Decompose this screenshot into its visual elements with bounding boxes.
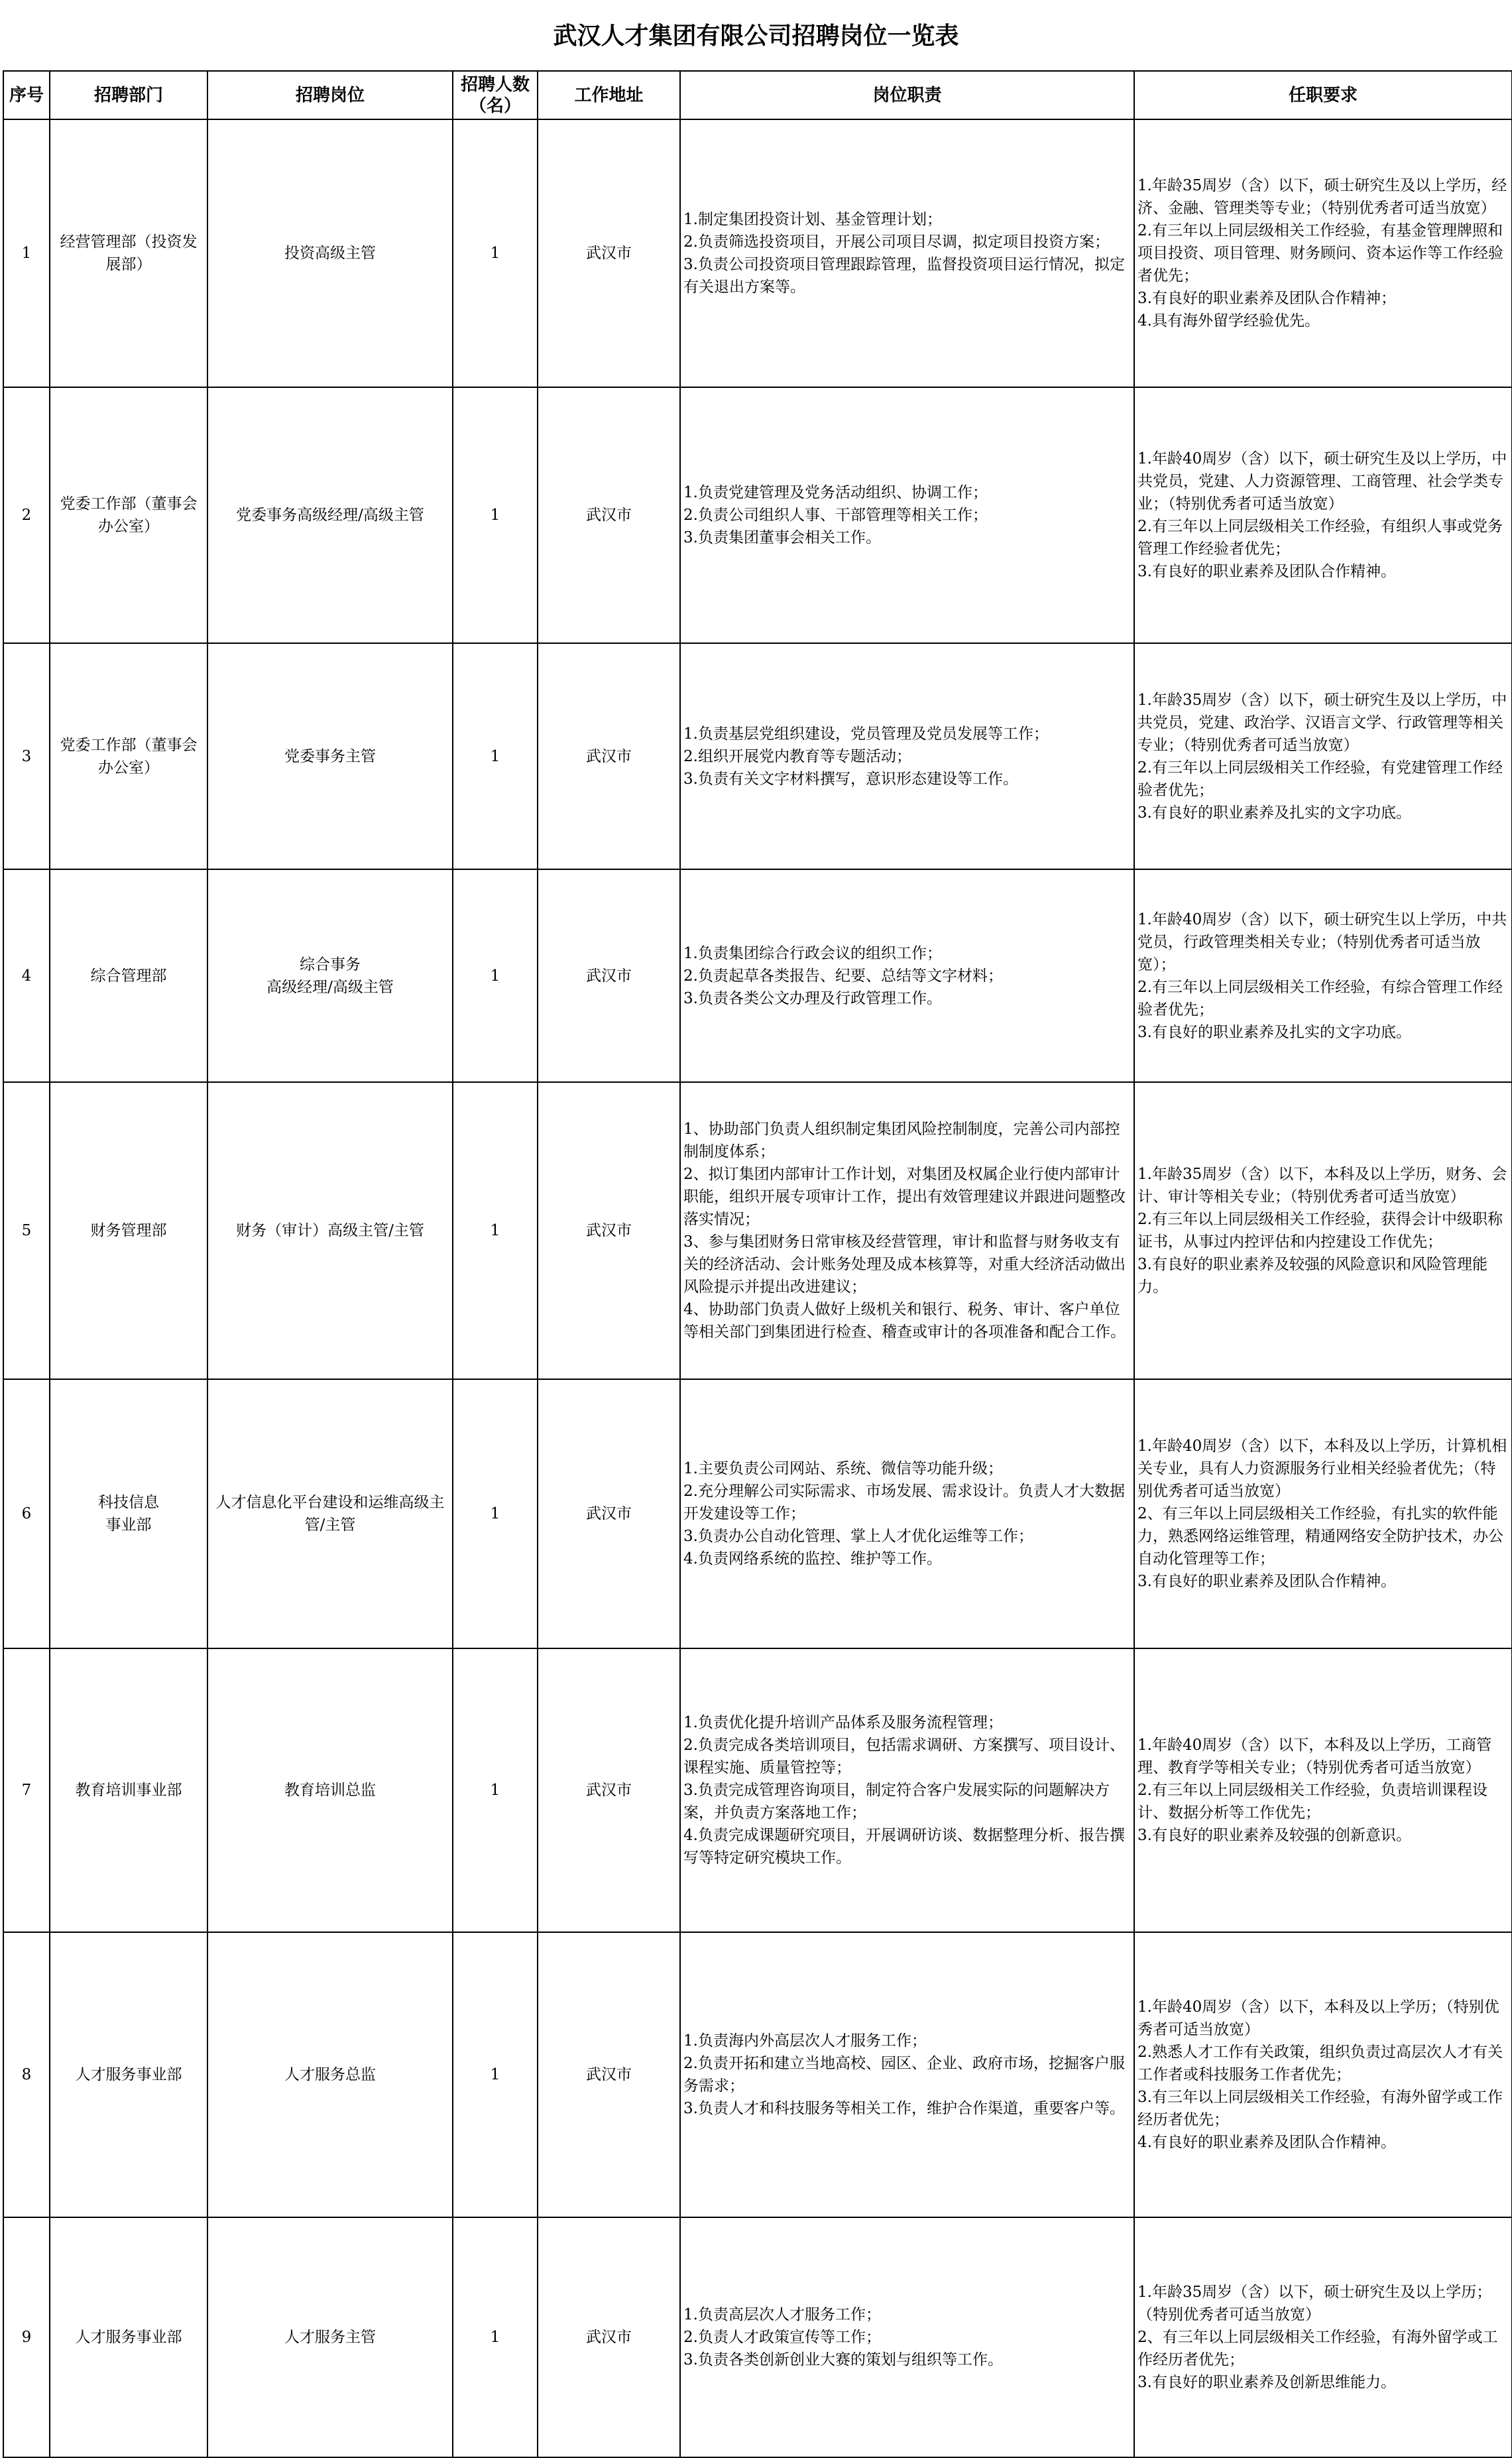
cell-count: 1: [453, 387, 538, 643]
cell-position: 人才服务总监: [207, 1932, 453, 2217]
cell-no: 9: [3, 2217, 50, 2457]
cell-dept: 党委工作部（董事会办公室）: [50, 643, 207, 869]
header-dept: 招聘部门: [50, 71, 207, 119]
cell-requirements: 1.年龄40周岁（含）以下，本科及以上学历；（特别优秀者可适当放宽） 2.熟悉人才工作有关政策，组织负责过高层次人才有关工作者或科技服务工作者优先； 3.有三年以上同层级相关工作经验，有海外留学或工作经历者优先； 4.有良好的职业素养及团队合作精神。: [1134, 1932, 1512, 2217]
cell-position: 党委事务高级经理/高级主管: [207, 387, 453, 643]
cell-duties: 1.负责党建管理及党务活动组织、协调工作； 2.负责公司组织人事、干部管理等相关工作； 3.负责集团董事会相关工作。: [680, 387, 1134, 643]
page-title: 武汉人才集团有限公司招聘岗位一览表: [553, 22, 959, 50]
cell-dept: 经营管理部（投资发展部）: [50, 119, 207, 387]
header-requirements: 任职要求: [1134, 71, 1512, 119]
cell-duties: 1、协助部门负责人组织制定集团风险控制制度，完善公司内部控制制度体系； 2、拟订集团内部审计工作计划，对集团及权属企业行使内部审计职能，组织开展专项审计工作，提出有效管理建议并跟进问题整改落实情况； 3、参与集团财务日常审核及经营管理，审计和监督与财务收支有关的经济活动、会计账务处理及成本核算等，对重大经济活动做出风险提示并提出改进建议； 4、协助部门负责人做好上级机关和银行、税务、审计、客户单位等相关部门到集团进行检查、稽查或审计的各项准备和配合工作。: [680, 1082, 1134, 1379]
cell-dept: 教育培训事业部: [50, 1648, 207, 1932]
cell-duties: 1.负责优化提升培训产品体系及服务流程管理； 2.负责完成各类培训项目，包括需求调研、方案撰写、项目设计、课程实施、质量管控等； 3.负责完成管理咨询项目，制定符合客户发展实际的问题解决方案，并负责方案落地工作； 4.负责完成课题研究项目，开展调研访谈、数据整理分析、报告撰写等特定研究模块工作。: [680, 1648, 1134, 1932]
header-duties: 岗位职责: [680, 71, 1134, 119]
cell-count: 1: [453, 1379, 538, 1648]
cell-count: 1: [453, 119, 538, 387]
header-location: 工作地址: [538, 71, 680, 119]
cell-duties: 1.主要负责公司网站、系统、微信等功能升级； 2.充分理解公司实际需求、市场发展、需求设计。负责人才大数据开发建设等工作； 3.负责办公自动化管理、掌上人才优化运维等工作； 4.负责网络系统的监控、维护等工作。: [680, 1379, 1134, 1648]
cell-requirements: 1.年龄35周岁（含）以下，硕士研究生及以上学历；（特别优秀者可适当放宽） 2、有三年以上同层级相关工作经验，有海外留学或工作经历者优先； 3.有良好的职业素养及创新思维能力。: [1134, 2217, 1512, 2457]
cell-duties: 1.负责集团综合行政会议的组织工作； 2.负责起草各类报告、纪要、总结等文字材料； 3.负责各类公文办理及行政管理工作。: [680, 869, 1134, 1082]
cell-position: 教育培训总监: [207, 1648, 453, 1932]
cell-position: 投资高级主管: [207, 119, 453, 387]
cell-requirements: 1.年龄40周岁（含）以下，本科及以上学历，计算机相关专业，具有人力资源服务行业相关经验者优先；（特别优秀者可适当放宽） 2、有三年以上同层级相关工作经验，有扎实的软件能力，熟悉网络运维管理，精通网络安全防护技术，办公自动化管理等工作； 3.有良好的职业素养及团队合作精神。: [1134, 1379, 1512, 1648]
table-row: [3, 1648, 1512, 1932]
header-row: [3, 71, 1512, 119]
cell-count: 1: [453, 1932, 538, 2217]
cell-no: 4: [3, 869, 50, 1082]
cell-requirements: 1.年龄40周岁（含）以下，硕士研究生及以上学历，中共党员，党建、人力资源管理、工商管理、社会学类专业；（特别优秀者可适当放宽） 2.有三年以上同层级相关工作经验，有组织人事或党务管理工作经验者优先； 3.有良好的职业素养及团队合作精神。: [1134, 387, 1512, 643]
table-row: [3, 869, 1512, 1082]
cell-position: 人才服务主管: [207, 2217, 453, 2457]
cell-dept: 党委工作部（董事会办公室）: [50, 387, 207, 643]
cell-duties: 1.负责高层次人才服务工作； 2.负责人才政策宣传等工作； 3.负责各类创新创业大赛的策划与组织等工作。: [680, 2217, 1134, 2457]
table-row: [3, 387, 1512, 643]
cell-count: 1: [453, 1082, 538, 1379]
cell-location: 武汉市: [538, 643, 680, 869]
cell-location: 武汉市: [538, 1082, 680, 1379]
cell-dept: 财务管理部: [50, 1082, 207, 1379]
table-row: [3, 1932, 1512, 2217]
header-no: 序号: [3, 71, 50, 119]
cell-location: 武汉市: [538, 869, 680, 1082]
cell-no: 6: [3, 1379, 50, 1648]
table-row: [3, 643, 1512, 869]
cell-no: 2: [3, 387, 50, 643]
cell-no: 1: [3, 119, 50, 387]
cell-dept: 科技信息 事业部: [50, 1379, 207, 1648]
cell-position: 人才信息化平台建设和运维高级主管/主管: [207, 1379, 453, 1648]
cell-location: 武汉市: [538, 1932, 680, 2217]
table-row: [3, 2217, 1512, 2457]
cell-dept: 综合管理部: [50, 869, 207, 1082]
cell-count: 1: [453, 1648, 538, 1932]
cell-no: 3: [3, 643, 50, 869]
cell-duties: 1.制定集团投资计划、基金管理计划； 2.负责筛选投资项目，开展公司项目尽调，拟定项目投资方案； 3.负责公司投资项目管理跟踪管理，监督投资项目运行情况，拟定有关退出方案等。: [680, 119, 1134, 387]
cell-requirements: 1.年龄40周岁（含）以下，本科及以上学历，工商管理、教育学等相关专业；（特别优秀者可适当放宽） 2.有三年以上同层级相关工作经验，负责培训课程设计、数据分析等工作优先； 3.有良好的职业素养及较强的创新意识。: [1134, 1648, 1512, 1932]
cell-position: 综合事务 高级经理/高级主管: [207, 869, 453, 1082]
header-position: 招聘岗位: [207, 71, 453, 119]
cell-location: 武汉市: [538, 387, 680, 643]
cell-no: 7: [3, 1648, 50, 1932]
cell-location: 武汉市: [538, 1648, 680, 1932]
cell-location: 武汉市: [538, 2217, 680, 2457]
header-count: 招聘人数（名）: [453, 71, 538, 119]
cell-duties: 1.负责基层党组织建设，党员管理及党员发展等工作； 2.组织开展党内教育等专题活动； 3.负责有关文字材料撰写，意识形态建设等工作。: [680, 643, 1134, 869]
recruitment-table: [3, 70, 1512, 2458]
cell-dept: 人才服务事业部: [50, 1932, 207, 2217]
cell-count: 1: [453, 643, 538, 869]
table-row: [3, 1082, 1512, 1379]
table-row: [3, 119, 1512, 387]
cell-no: 8: [3, 1932, 50, 2217]
cell-position: 党委事务主管: [207, 643, 453, 869]
cell-dept: 人才服务事业部: [50, 2217, 207, 2457]
cell-requirements: 1.年龄35周岁（含）以下，本科及以上学历，财务、会计、审计等相关专业；（特别优秀者可适当放宽） 2.有三年以上同层级相关工作经验，获得会计中级职称证书，从事过内控评估和内控建设工作优先； 3.有良好的职业素养及较强的风险意识和风险管理能力。: [1134, 1082, 1512, 1379]
cell-count: 1: [453, 2217, 538, 2457]
cell-duties: 1.负责海内外高层次人才服务工作； 2.负责开拓和建立当地高校、园区、企业、政府市场，挖掘客户服务需求； 3.负责人才和科技服务等相关工作，维护合作渠道，重要客户等。: [680, 1932, 1134, 2217]
cell-requirements: 1.年龄35周岁（含）以下，硕士研究生及以上学历，中共党员，党建、政治学、汉语言文学、行政管理等相关专业；（特别优秀者可适当放宽） 2.有三年以上同层级相关工作经验，有党建管理工作经验者优先； 3.有良好的职业素养及扎实的文字功底。: [1134, 643, 1512, 869]
cell-no: 5: [3, 1082, 50, 1379]
cell-count: 1: [453, 869, 538, 1082]
cell-location: 武汉市: [538, 1379, 680, 1648]
cell-position: 财务（审计）高级主管/主管: [207, 1082, 453, 1379]
cell-requirements: 1.年龄40周岁（含）以下，硕士研究生以上学历，中共党员，行政管理类相关专业；（特别优秀者可适当放宽）； 2.有三年以上同层级相关工作经验，有综合管理工作经验者优先； 3.有良好的职业素养及扎实的文字功底。: [1134, 869, 1512, 1082]
table-row: [3, 1379, 1512, 1648]
cell-requirements: 1.年龄35周岁（含）以下，硕士研究生及以上学历，经济、金融、管理类等专业；（特别优秀者可适当放宽） 2.有三年以上同层级相关工作经验，有基金管理牌照和项目投资、项目管理、财务顾问、资本运作等工作经验者优先； 3.有良好的职业素养及团队合作精神； 4.具有海外留学经验优先。: [1134, 119, 1512, 387]
cell-location: 武汉市: [538, 119, 680, 387]
